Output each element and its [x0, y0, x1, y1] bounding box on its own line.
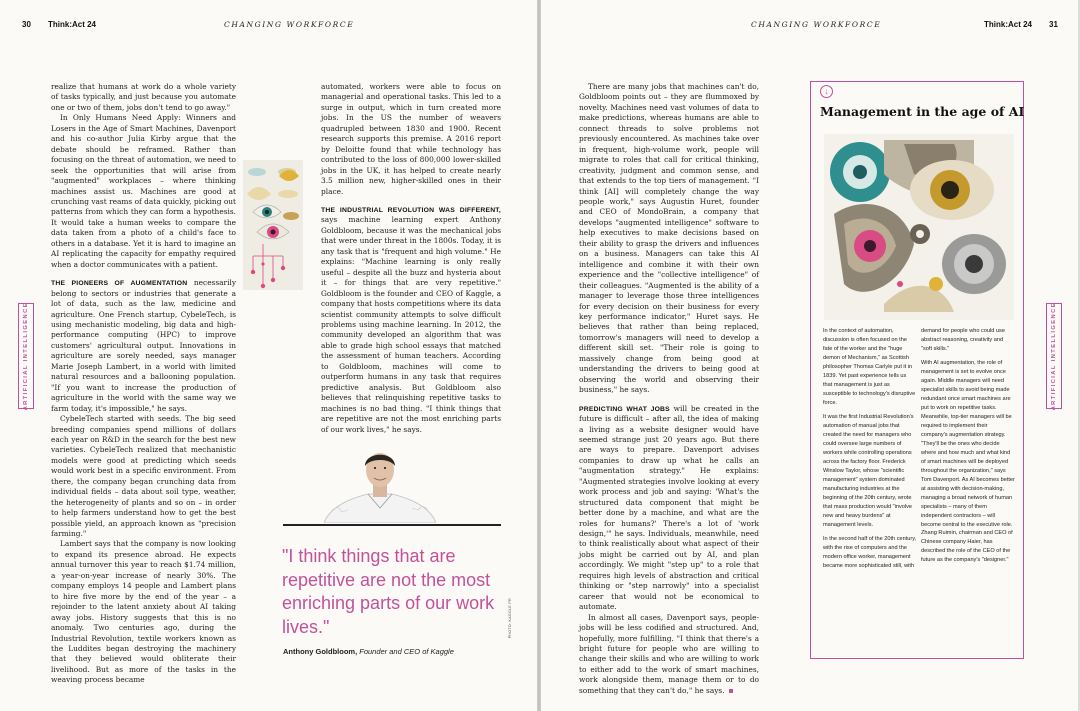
page-number-left: 30 [22, 20, 31, 29]
side-tab-right: ARTIFICIAL INTELLIGENCE [1046, 303, 1062, 409]
portrait-photo [324, 448, 436, 523]
page-number-right: 31 [1049, 20, 1058, 29]
run-in-lead: THE PIONEERS OF AUGMENTATION [51, 280, 188, 288]
paragraph: CybeleTech started with seeds. The big seed breeding companies spend millions of dollars each year on R&D in the search for the best new varieties. CybeleTech realized that mechanistic models were good at predicting which seeds would work best in a specific environment. From there, the company began crunching data from individual fields – data about soil type, weather, the heterogeneity of plants and so on – in order to help farmers understand how to get the best possible yield, an approach known as "precision farming." [51, 414, 236, 539]
paragraph: In Only Humans Need Apply: Winners and Losers in the Age of Smart Machines, Davenport and his co-author Julia Kirby argue that the debate should be reframed. Rather than focusing on the threat of automation, we need to seek the opportunities that will arise from "augmented" workplaces – where thinking machines assist us. Machines are good at crunching vast reams of data quickly, picking out patterns from which they can form a hypothesis. It would take a human weeks to compare the data taken from a photo of a child's face to others in a database. Yet it is hard to imagine an AI replicating the capacity for empathy required when a doctor communicates with a patient. [51, 113, 236, 269]
paragraph: demand for people who could use abstract reasoning, creativity and "soft skills." [921, 328, 1005, 352]
paragraph: automated, workers were able to focus on managerial and operational tasks. This led to a surge in output, which in turn created more jobs. In the US the number of weavers quadrupled between 1830 and 1900. Recent research supports this premise. A 2016 report by Deloitte found that while technology has contributed to the loss of 800,000 lower-skilled jobs in the UK, it has helped to create nearly 3.5 million new, higher-skilled ones in their place. [321, 82, 501, 196]
article-column-1 [51, 82, 236, 686]
photo-credit: PHOTO: KAGGLE PR [508, 598, 512, 639]
sidebar-title: Management in the age of AI [820, 104, 1025, 119]
paragraph: It was the first Industrial Revolution's automation of manual jobs that created the need for managers who could oversee large numbers of workers while controlling operations across the factory floor. Frederick Winslow Taylor, whose "scientific management" system dominated manufacturing industries at the beginning of the 20th century, wrote that mass production would "involve new and heavy burdens" at management levels. [823, 414, 914, 528]
arrow-down-icon: ↓ [820, 85, 833, 98]
sidebar-column-2 [921, 327, 1015, 571]
paragraph: THE PIONEERS OF AUGMENTATION necessarily belong to sectors or industries that generate a lot of data, such as the law, medicine and agriculture. One French startup, CybeleTech, is using mechanistic modeling, big data and high-performance computing (HPC) to improve customers' agricultural output. Innovations in agriculture are sorely needed, says manager Marie Joseph Lambert, in a world with limited natural resources and a ballooning population. "If you want to increase the production of agriculture in the world with the same way we farm today, it's impossible," he says. [51, 278, 236, 413]
article-column-2 [321, 82, 501, 435]
paragraph: In the second half of the 20th century, with the rise of computers and the modern office worker, management became more sophisticated still, with [823, 535, 917, 569]
brand-left: Think:Act 24 [48, 20, 97, 29]
paragraph: realize that humans at work do a whole variety of tasks typically, and just because you automate one or two of them, jobs don't tend to go away." [51, 82, 236, 112]
paragraph: There are many jobs that machines can't do, Goldbloom points out – they are flummoxed by novelty. Machines need vast volumes of data to make predictions, whereas humans are able to connect threads to solve problems not previously encountered. As machines take over in frequent, high-volume work, people will migrate to roles that call for critical thinking, creativity, judgment and common sense, and that extends to the top tiers of management. "I think [AI] will completely change the way people work," says Augustin Huret, founder and CEO of MondoBrain, a company that develops "augmented intelligence" software to help executives to make decisions based on their ability to grasp the drivers and influences on a business. Managers can take this AI intelligence and combine it with their own experience and the "collective intelligence" of their colleagues. "Augmented is the ability of a manager to leverage those three intelligences for every decision on their business for every key performance indicator," Huret says. He believes that rather than being replaced, tomorrow's managers will need to develop a different skill set. "Their role is going to massively change from being good at understanding the drivers to being good at observing the world and observing their business," he says. [579, 82, 759, 395]
pull-quote: "I think things that are repetitive are not the most enriching parts of our work lives." [282, 546, 495, 637]
paragraph: PREDICTING WHAT JOBS will be created in the future is difficult – after all, the idea of making a living as a website designer would have seemed strange just 20 years ago. But there are ways to prepare. Davenport advises companies to draw up what he calls an "augmentation strategy." He explains: "Augmented strategies involve looking at every work process and job and saying: 'What's the structured data component that might be better done by a machine, and what are the roles for humans?' There's a lot of 'work design,'" he says. Individuals, meanwhile, need to think realistically about what aspect of their jobs might be carried out by AI, and plan accordingly. We might "step up" to a role that requires high levels of abstraction and critical thinking or "step narrowly" into a specialist career that would not be economical to automate. [579, 403, 759, 612]
paragraph: With AI augmentation, the role of management is set to evolve once again. Middle managers will need specialist skills to avoid being made redundant once smart machines are put to work on repetitive tasks. Meanwhile, top-tier managers will be required to implement their company's augmentation strategy. "They'll be the ones who decide where and how much and what kind of smart machines will be deployed throughout the organization," says Tom Davenport. As AI becomes better at assisting with decision-making, managing a broad network of human specialists – many of them independent contractors – will become central to the executive role. Zhang Ruimin, chairman and CEO of Chinese company Haier, has described the role of the CEO of the future as the company's "designer." [921, 360, 1015, 564]
decorative-illustration [243, 160, 303, 290]
paragraph: In the context of automation, discussion is often focused on the fate of the worker and the "huge demon of Mechanism," as Scottish philosopher Thomas Carlyle put it in 1839. Yet past experience tells us that management is just as susceptible to technology's disruptive force. [823, 328, 916, 406]
quote-rule [283, 524, 501, 526]
article-column-3 [579, 82, 759, 696]
right-page [541, 0, 1078, 711]
side-tab-left: ARTIFICIAL INTELLIGENCE [18, 303, 34, 409]
sidebar-column-1 [823, 327, 917, 576]
end-mark [729, 689, 733, 693]
section-title-right: CHANGING WORKFORCE [751, 20, 882, 29]
run-in-lead: PREDICTING WHAT JOBS [579, 405, 670, 413]
section-title-left: CHANGING WORKFORCE [224, 20, 355, 29]
brand-right: Think:Act 24 [984, 20, 1033, 29]
paragraph: THE INDUSTRIAL REVOLUTION WAS DIFFERENT, says machine learning expert Anthony Goldbloom, because it was the mechanical jobs that were under threat in the 1800s. Today, it is any task that is "frequent and high volume." He explains: "Machine learning is only really useful – despite all the buzz and hysteria about it – for things that are very repetitive." Goldbloom is the founder and CEO of Kaggle, a company that hosts competitions where its data scientist community attempts to solve difficult problems using machine learning. In 2012, the community developed an algorithm that was able to grade high school essays that matched the assessment of human teachers. According to Goldbloom, machines will come to outperform humans in any task that requires predictive analysis. But Goldbloom also believes that relinquishing repetitive tasks to machines is no bad thing. "I think things that are repetitive are not the most enriching parts of our work lives," he says. [321, 206, 502, 434]
paragraph: In almost all cases, Davenport says, people-jobs will be less codified and structured. And, hopefully, more fulfilling. "I think that there's a bright future for people who are willing to change their skills and who are willing to work to either add to the work of smart machines, work alongside them, manage them or to do something that they can't do," he says. [579, 612, 759, 695]
paragraph: Lambert says that the company is now looking to expand its presence abroad. He expects annual turnover this year to reach $1.74 million, a year-on-year increase of nearly 30%. The company employs 14 people and Lambert plans to hire five more by the end of the year – a rejoinder to the latent anxiety about AI taking away jobs. History suggests that this is no anomaly. Two centuries ago, during the Industrial Revolution, textile workers known as the Luddites began destroying the machinery that they believed would obliterate their livelihood. But as more of the tasks in the weaving process became [51, 539, 236, 685]
quote-attribution: Anthony Goldbloom, Founder and CEO of Kaggle [283, 647, 454, 656]
run-in-lead: THE INDUSTRIAL REVOLUTION WAS DIFFERENT, [321, 206, 501, 214]
left-page [0, 0, 537, 711]
sidebar-illustration [824, 134, 1014, 320]
